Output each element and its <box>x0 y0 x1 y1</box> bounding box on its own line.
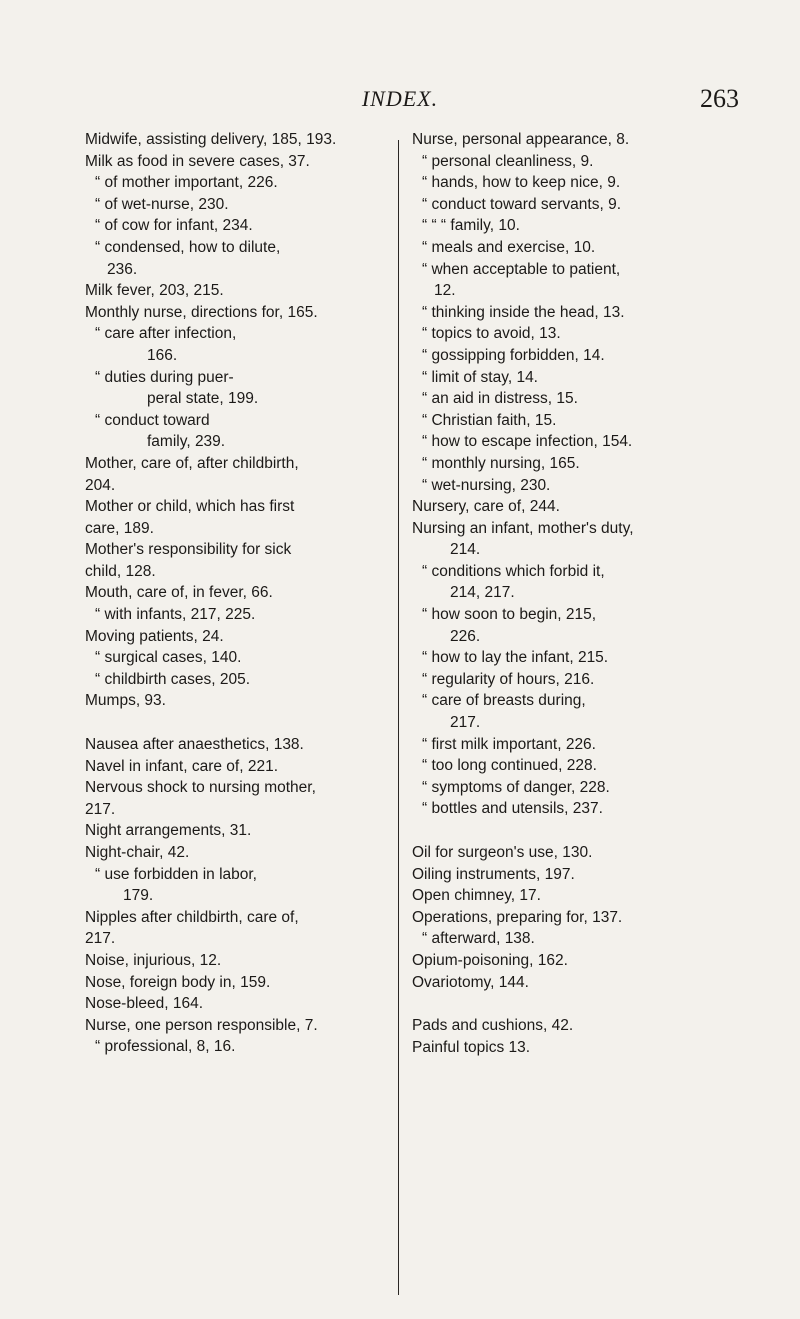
index-entry: Moving patients, 24. <box>85 627 224 645</box>
index-entry: “ bottles and utensils, 237. <box>422 800 603 818</box>
index-entry: Nausea after anaesthetics, 138. <box>85 736 304 754</box>
index-column-right <box>412 129 712 1058</box>
index-entry: 226. <box>450 627 481 645</box>
index-entry: “ surgical cases, 140. <box>95 649 242 667</box>
column-divider <box>398 140 399 1295</box>
index-entry: “ symptoms of danger, 228. <box>422 778 610 796</box>
index-entry: 236. <box>107 260 138 278</box>
index-entry: “ first milk important, 226. <box>422 735 596 753</box>
index-entry: Nurse, one person responsible, 7. <box>85 1016 318 1034</box>
index-entry: “ meals and exercise, 10. <box>422 238 596 256</box>
index-entry: “ conduct toward <box>95 411 210 429</box>
index-entry: Operations, preparing for, 137. <box>412 908 623 926</box>
index-entry: 204. <box>85 476 116 494</box>
index-entry: Opium-poisoning, 162. <box>412 951 568 969</box>
index-entry: Oiling instruments, 197. <box>412 865 575 883</box>
index-entry: Mother, care of, after childbirth, <box>85 454 299 472</box>
index-entry: “ conditions which forbid it, <box>422 562 605 580</box>
index-entry: “ afterward, 138. <box>422 930 535 948</box>
index-entry: 179. <box>123 887 154 905</box>
index-entry: Mumps, 93. <box>85 692 166 710</box>
index-entry: child, 128. <box>85 562 156 580</box>
index-entry: 217. <box>85 800 116 818</box>
index-entry: “ wet-nursing, 230. <box>422 476 551 494</box>
index-entry: Midwife, assisting delivery, 185, 193. <box>85 131 337 148</box>
index-entry: “ of cow for infant, 234. <box>95 217 253 235</box>
index-entry: “ an aid in distress, 15. <box>422 390 578 408</box>
index-entry: “ when acceptable to patient, <box>422 260 621 278</box>
section-gap <box>85 712 385 734</box>
index-entry: Painful topics 13. <box>412 1038 531 1056</box>
index-entry: Monthly nurse, directions for, 165. <box>85 303 318 321</box>
index-entry: 214. <box>450 541 481 559</box>
section-gap <box>412 993 712 1015</box>
index-entry: “ topics to avoid, 13. <box>422 325 561 343</box>
index-entry: Oil for surgeon's use, 130. <box>412 844 593 861</box>
index-entry: “ too long continued, 228. <box>422 757 597 775</box>
index-entry: 214, 217. <box>450 584 515 602</box>
index-entry: peral state, 199. <box>147 390 259 408</box>
index-entry: “ conduct toward servants, 9. <box>422 195 622 213</box>
index-entry: Milk fever, 203, 215. <box>85 282 224 300</box>
index-entry: “ with infants, 217, 225. <box>95 606 256 624</box>
running-head-title: INDEX. <box>361 86 439 111</box>
index-entry: Nervous shock to nursing mother, <box>85 779 316 797</box>
index-entry: “ professional, 8, 16. <box>95 1038 236 1056</box>
index-entry: Milk as food in severe cases, 37. <box>85 152 310 170</box>
page-number: 263 <box>700 84 739 113</box>
index-entry: Ovariotomy, 144. <box>412 973 529 991</box>
index-entry: “ care after infection, <box>95 325 237 343</box>
index-entry: 217. <box>450 714 481 732</box>
index-entry: “ thinking inside the head, 13. <box>422 303 625 321</box>
index-entry: Mother or child, which has first <box>85 498 295 516</box>
index-entry: Night-chair, 42. <box>85 844 190 861</box>
section-gap <box>412 820 712 842</box>
index-column-left <box>85 129 385 1058</box>
index-entry: “ gossipping forbidden, 14. <box>422 346 605 364</box>
index-entry: “ regularity of hours, 216. <box>422 670 595 688</box>
index-entry: Nipples after childbirth, care of, <box>85 908 299 926</box>
index-entry: “ monthly nursing, 165. <box>422 454 580 472</box>
index-entry: Nursing an infant, mother's duty, <box>412 519 634 537</box>
index-entry: “ hands, how to keep nice, 9. <box>422 174 621 192</box>
index-entry: “ condensed, how to dilute, <box>95 238 281 256</box>
index-entry: Noise, injurious, 12. <box>85 951 222 969</box>
index-entry: care, 189. <box>85 519 154 537</box>
index-entry: Navel in infant, care of, 221. <box>85 757 279 775</box>
index-entry: Open chimney, 17. <box>412 887 541 905</box>
index-entry: “ limit of stay, 14. <box>422 368 538 386</box>
index-entry: “ childbirth cases, 205. <box>95 670 251 688</box>
index-entry: “ of wet-nurse, 230. <box>95 195 229 213</box>
index-entry: “ how to escape infection, 154. <box>422 433 633 451</box>
index-entry: Nursery, care of, 244. <box>412 498 560 516</box>
index-entry: Nose, foreign body in, 159. <box>85 973 271 991</box>
index-entry: “ how soon to begin, 215, <box>422 606 597 624</box>
index-entry: “ of mother important, 226. <box>95 174 278 192</box>
index-entry: Pads and cushions, 42. <box>412 1017 574 1035</box>
index-entry: “ how to lay the infant, 215. <box>422 649 609 667</box>
index-entry: “ use forbidden in labor, <box>95 865 257 883</box>
index-entry: Night arrangements, 31. <box>85 822 252 840</box>
index-entry: “ care of breasts during, <box>422 692 586 710</box>
index-entry: “ “ “ family, 10. <box>422 217 520 235</box>
index-entry: Mouth, care of, in fever, 66. <box>85 584 273 602</box>
index-entry: 217. <box>85 930 116 948</box>
index-entry: 166. <box>147 346 178 364</box>
index-entry: “ Christian faith, 15. <box>422 411 557 429</box>
index-entry: family, 239. <box>147 433 226 451</box>
index-entry: Mother's responsibility for sick <box>85 541 292 559</box>
index-entry: Nose-bleed, 164. <box>85 995 204 1013</box>
index-entry: 12. <box>434 282 456 300</box>
index-entry: “ duties during puer- <box>95 368 234 386</box>
index-entry: Nurse, personal appearance, 8. <box>412 131 630 148</box>
index-entry: “ personal cleanliness, 9. <box>422 152 594 170</box>
